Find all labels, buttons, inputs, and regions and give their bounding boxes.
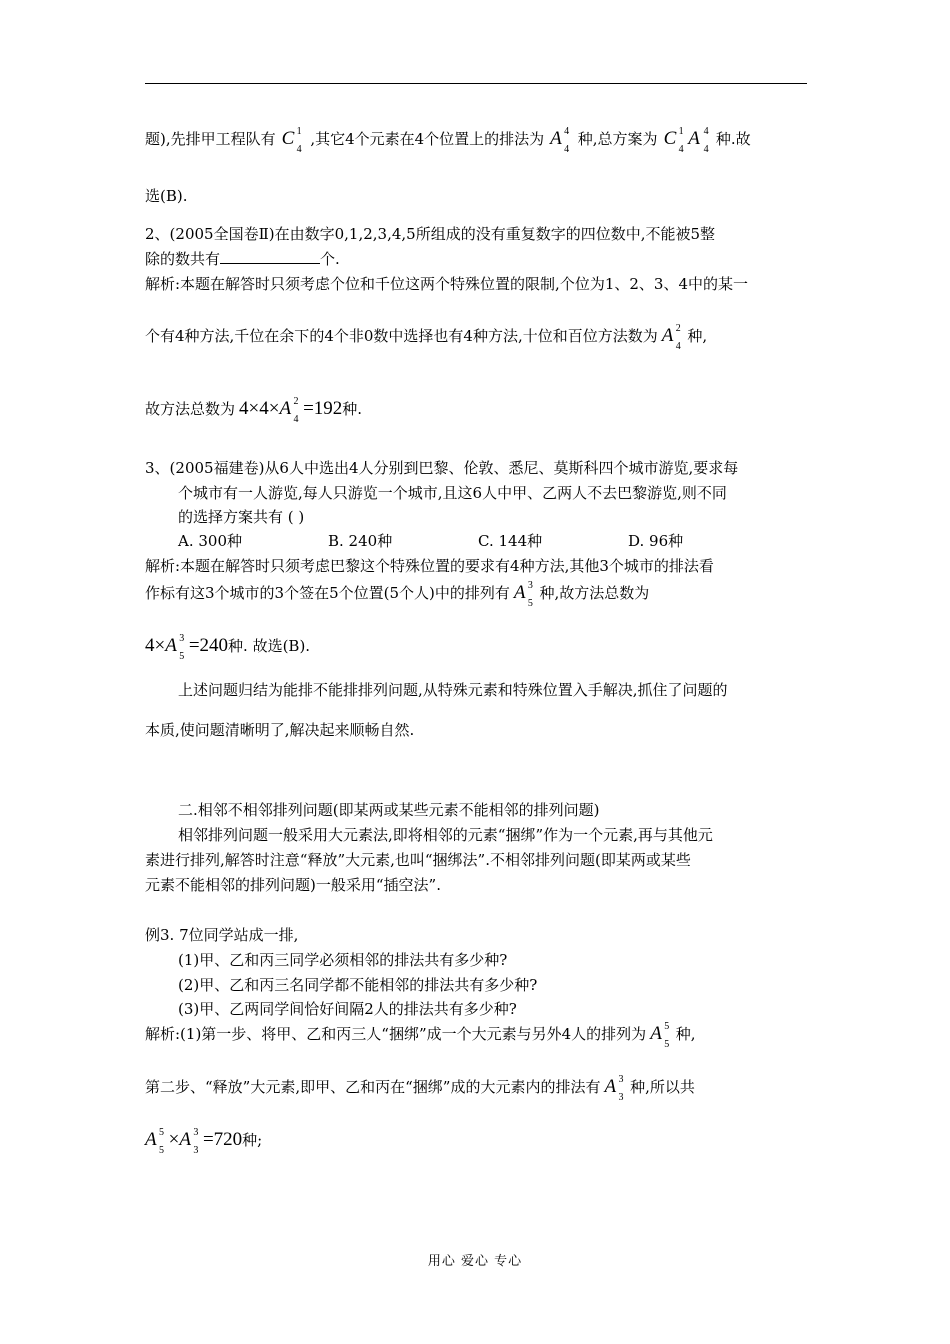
math-A53: A 3 5: [165, 633, 185, 662]
summary-line: 本质,使问题清晰明了,解决起来顺畅自然.: [145, 721, 415, 739]
paragraph-line: 选(B).: [145, 187, 188, 205]
header-rule: [145, 83, 807, 84]
options-row: [178, 531, 683, 551]
question-2-line: 2、(2005全国卷Ⅱ)在由数字0,1,2,3,4,5所组成的没有重复数字的四位数中,不能被5整: [145, 225, 716, 243]
example-item: (3)甲、乙两同学间恰好间隔2人的排法共有多少种?: [178, 1000, 517, 1018]
page-footer: 用心 爱心 专心: [427, 1254, 523, 1269]
solution-line: A 5 5 ×A 3 3 =720种;: [145, 1127, 263, 1156]
math-A44: A 4 4: [550, 126, 570, 155]
math-A55: A 5 5: [145, 1127, 164, 1156]
solution-line: 故方法总数为 4×4×A 2 4 =192种.: [145, 396, 363, 425]
option-d: D. 96种: [628, 532, 684, 550]
paragraph-line: 元素不能相邻的排列问题)一般采用“插空法”.: [145, 876, 441, 894]
question-3-line: 3、(2005福建卷)从6人中选出4人分别到巴黎、伦敦、悉尼、莫斯科四个城市游览,要求每: [145, 459, 739, 477]
text: 题),先排甲工程队有: [145, 130, 276, 148]
math-A42: A 2 4: [279, 396, 299, 425]
text: 种.故: [715, 130, 751, 148]
math-A33: A 3 3: [604, 1074, 624, 1103]
section-heading: 二.相邻不相邻排列问题(即某两或某些元素不能相邻的排列问题): [178, 801, 600, 819]
math-A33: A 3 3: [179, 1127, 199, 1156]
math-C41A44: C 1 4 A 4 4: [663, 126, 709, 155]
solution-line: 第二步、“释放”大元素,即甲、乙和丙在“捆绑”成的大元素内的排法有 A 3 3 种,所以共: [145, 1074, 695, 1103]
question-3-line: 个城市有一人游览,每人只游览一个城市,且这6人中甲、乙两人不去巴黎游览,则不同: [178, 484, 727, 502]
text: 种,总方案为: [577, 130, 658, 148]
example-item: (2)甲、乙和丙三名同学都不能相邻的排法共有多少种?: [178, 976, 538, 994]
solution-line: 作标有这3个城市的3个签在5个位置(5个人)中的排列有 A 3 5 种,故方法总数为: [145, 580, 650, 609]
summary-line: 上述问题归结为能排不能排排列问题,从特殊元素和特殊位置入手解决,抓住了问题的: [178, 681, 728, 699]
paragraph-line: [145, 126, 751, 155]
math-A42: A 2 4: [661, 323, 681, 352]
paragraph-line: 素进行排列,解答时注意“释放”大元素,也叫“捆绑法”.不相邻排列问题(即某两或某些: [145, 851, 691, 869]
solution-line: 解析:(1)第一步、将甲、乙和丙三人“捆绑”成一个大元素与另外4人的排列为 A 5 5 种,: [145, 1021, 696, 1050]
question-2-line: 除的数共有 个.: [145, 250, 340, 268]
math-A55: A 5 5: [650, 1021, 670, 1050]
answer-blank: [220, 249, 320, 264]
solution-line: 解析:本题在解答时只须考虑巴黎这个特殊位置的要求有4种方法,其他3个城市的排法看: [145, 557, 714, 575]
math-A53: A 3 5: [513, 580, 533, 609]
text: ,其它4个元素在4个位置上的排法为: [310, 130, 545, 148]
option-c: C. 144种: [478, 532, 543, 550]
solution-line: 解析:本题在解答时只须考虑个位和千位这两个特殊位置的限制,个位为1、2、3、4中的某一: [145, 275, 748, 293]
example-item: (1)甲、乙和丙三同学必须相邻的排法共有多少种?: [178, 951, 508, 969]
solution-line: 4×A 3 5 =240种. 故选(B).: [145, 633, 311, 662]
option-a: A. 300种: [178, 532, 242, 550]
paragraph-line: 相邻排列问题一般采用大元素法,即将相邻的元素“捆绑”作为一个元素,再与其他元: [178, 826, 713, 844]
math-C41: C 1 4: [281, 126, 302, 155]
question-3-line: 的选择方案共有 ( ): [178, 508, 305, 526]
example-heading: 例3. 7位同学站成一排,: [145, 926, 299, 944]
solution-line: 个有4种方法,千位在余下的4个非0数中选择也有4种方法,十位和百位方法数为 A 2 4 种,: [145, 323, 708, 352]
option-b: B. 240种: [328, 532, 393, 550]
